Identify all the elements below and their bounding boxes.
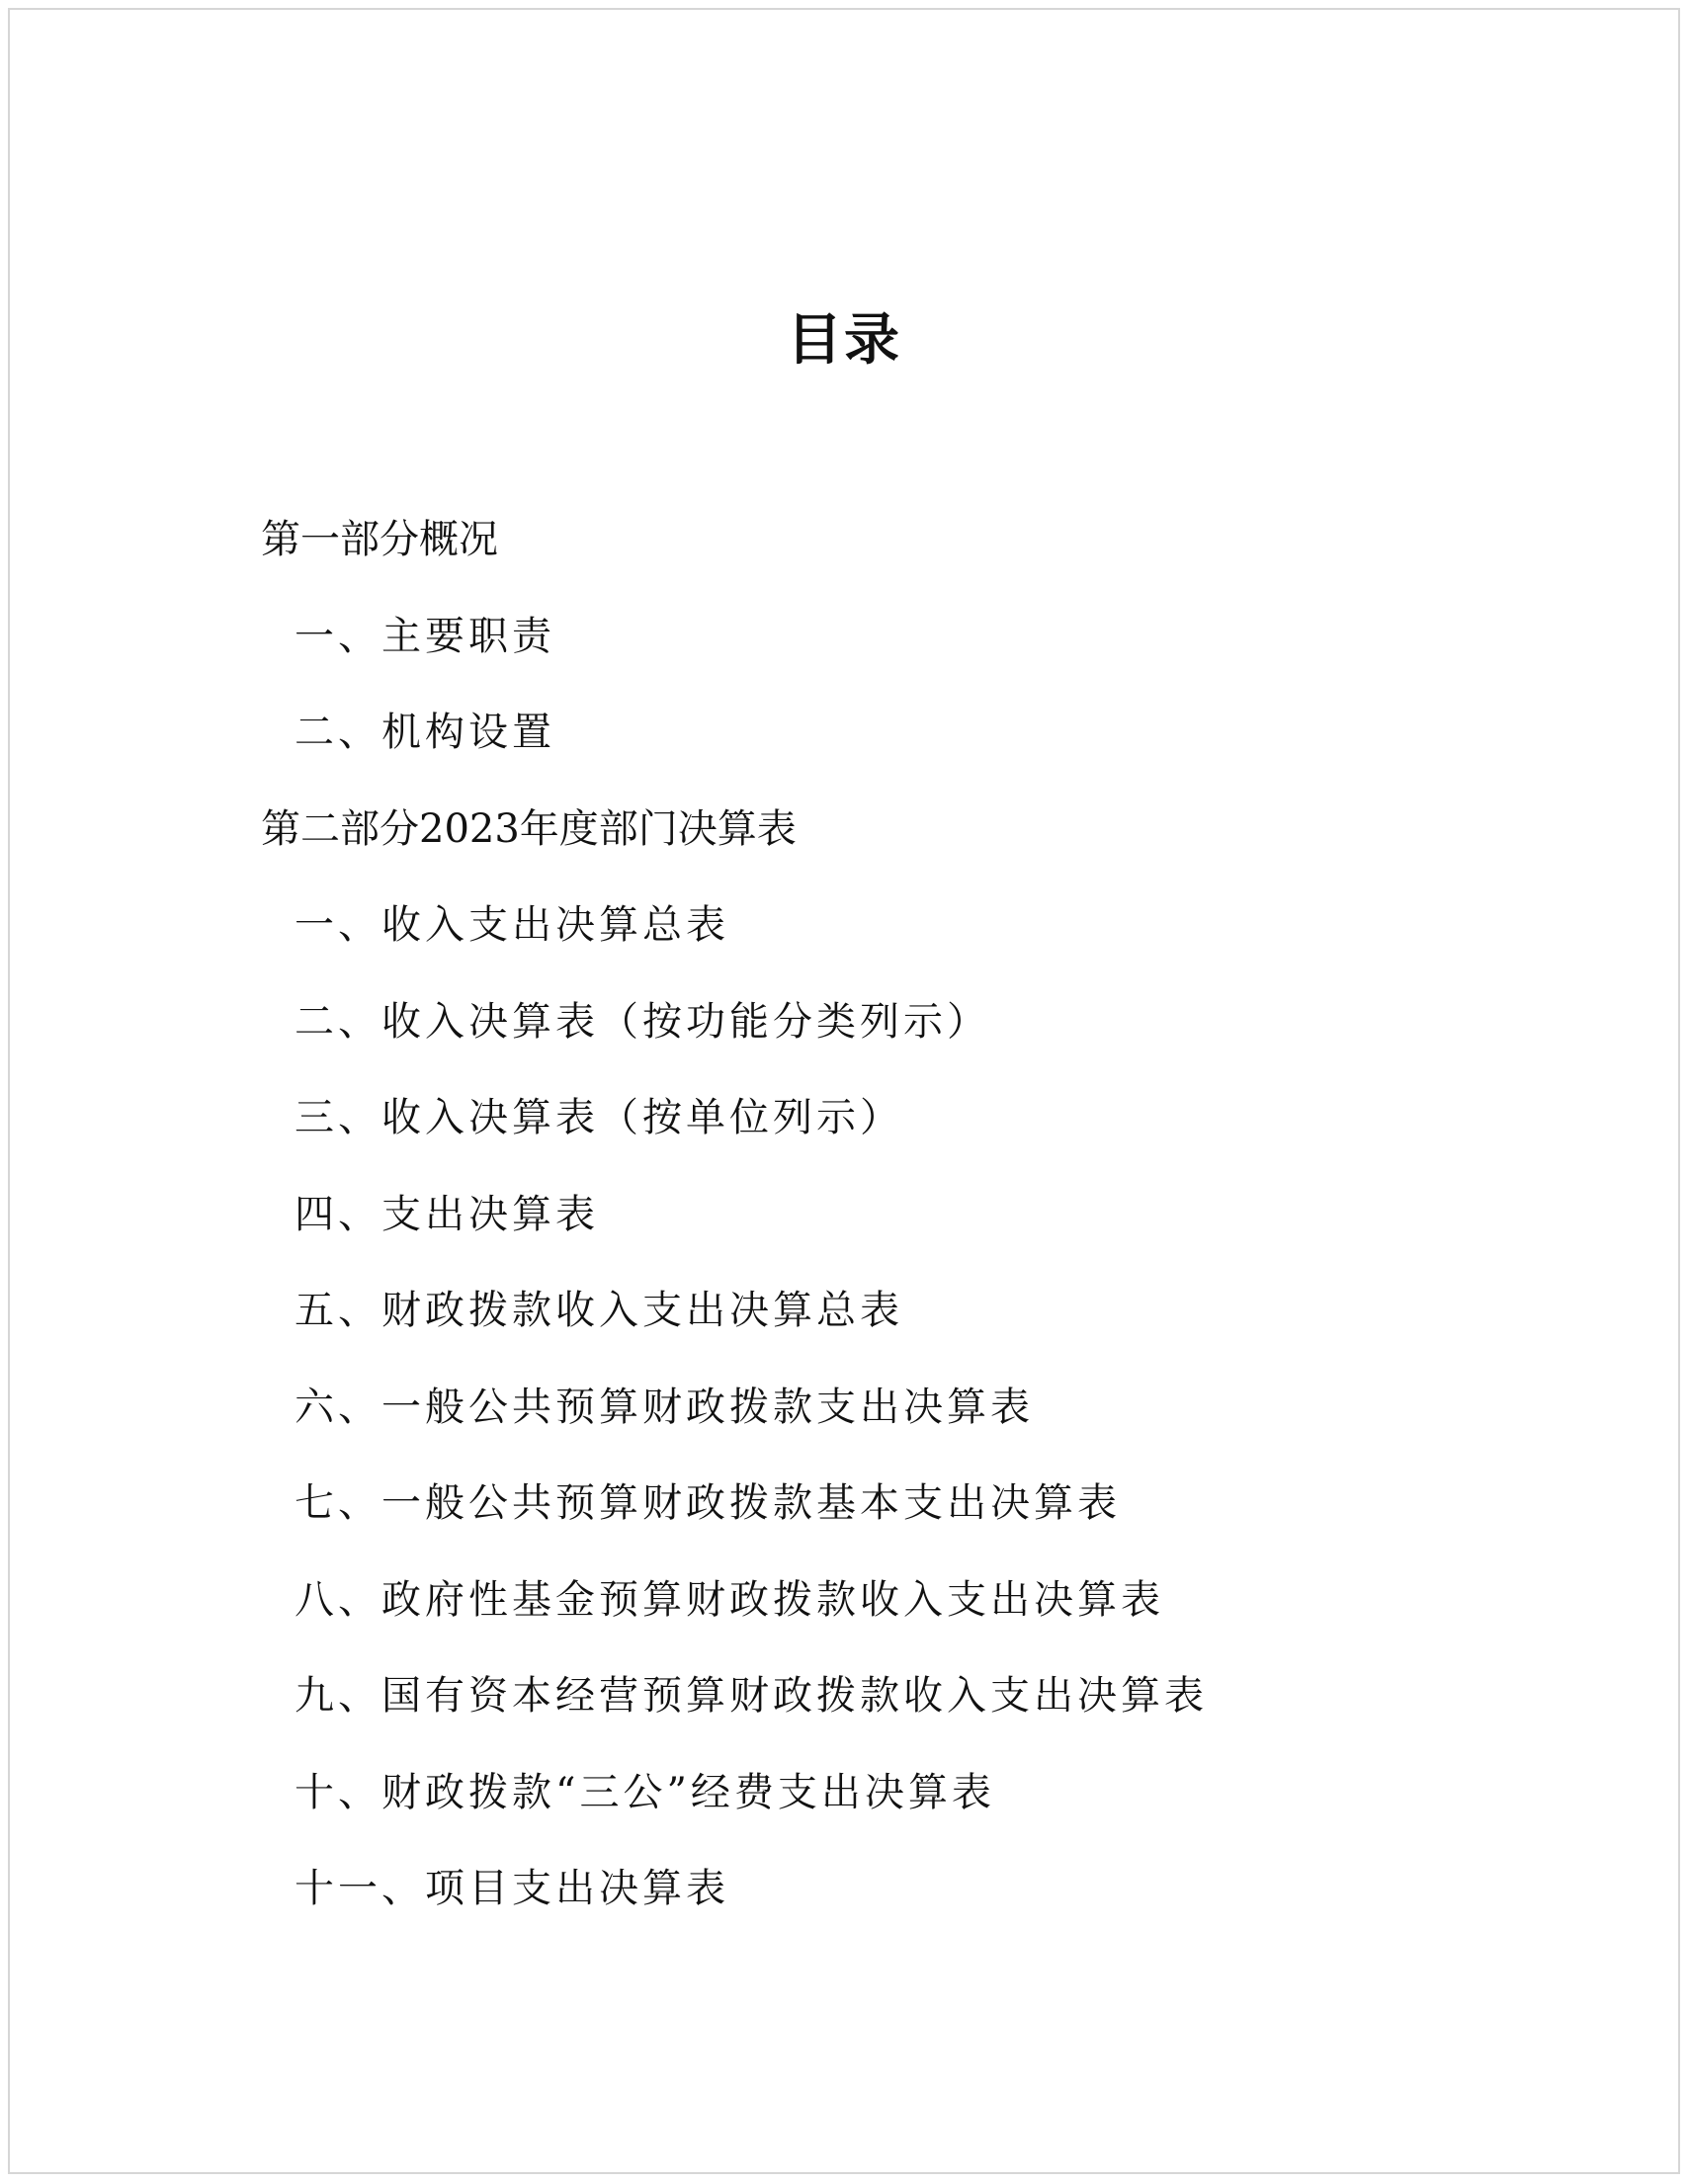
- toc-item-expenditure[interactable]: 四、支出决算表: [295, 1191, 599, 1237]
- toc-item-income-by-unit[interactable]: 三、收入决算表（按单位列示）: [295, 1095, 903, 1140]
- table-of-contents: [255, 492, 1208, 1938]
- toc-part-overview[interactable]: 第一部分概况: [261, 517, 498, 562]
- toc-item-income-by-function[interactable]: 二、收入决算表（按功能分类列示）: [295, 998, 990, 1045]
- toc-item-project-expenditure[interactable]: 十一、项目支出决算表: [295, 1866, 729, 1911]
- toc-item-organization[interactable]: 二、机构设置: [295, 710, 555, 755]
- toc-item-general-budget-basic-expenditure[interactable]: 七、一般公共预算财政拨款基本支出决算表: [295, 1480, 1121, 1526]
- toc-part-final-accounts[interactable]: 第二部分2023年度部门决算表: [261, 805, 797, 852]
- toc-item-income-expenditure-summary[interactable]: 一、收入支出决算总表: [295, 902, 729, 948]
- toc-item-state-capital-budget[interactable]: 九、国有资本经营预算财政拨款收入支出决算表: [295, 1673, 1208, 1719]
- toc-item-government-fund-budget[interactable]: 八、政府性基金预算财政拨款收入支出决算表: [295, 1576, 1164, 1623]
- document-page: [8, 8, 1680, 2174]
- toc-item-general-budget-expenditure[interactable]: 六、一般公共预算财政拨款支出决算表: [295, 1384, 1034, 1430]
- page-title: 目录: [787, 308, 901, 373]
- toc-item-three-public-expenses[interactable]: 十、财政拨款“三公”经费支出决算表: [295, 1769, 995, 1815]
- toc-item-main-duties[interactable]: 一、主要职责: [295, 613, 555, 659]
- toc-item-fiscal-appropriation-summary[interactable]: 五、财政拨款收入支出决算总表: [295, 1288, 903, 1333]
